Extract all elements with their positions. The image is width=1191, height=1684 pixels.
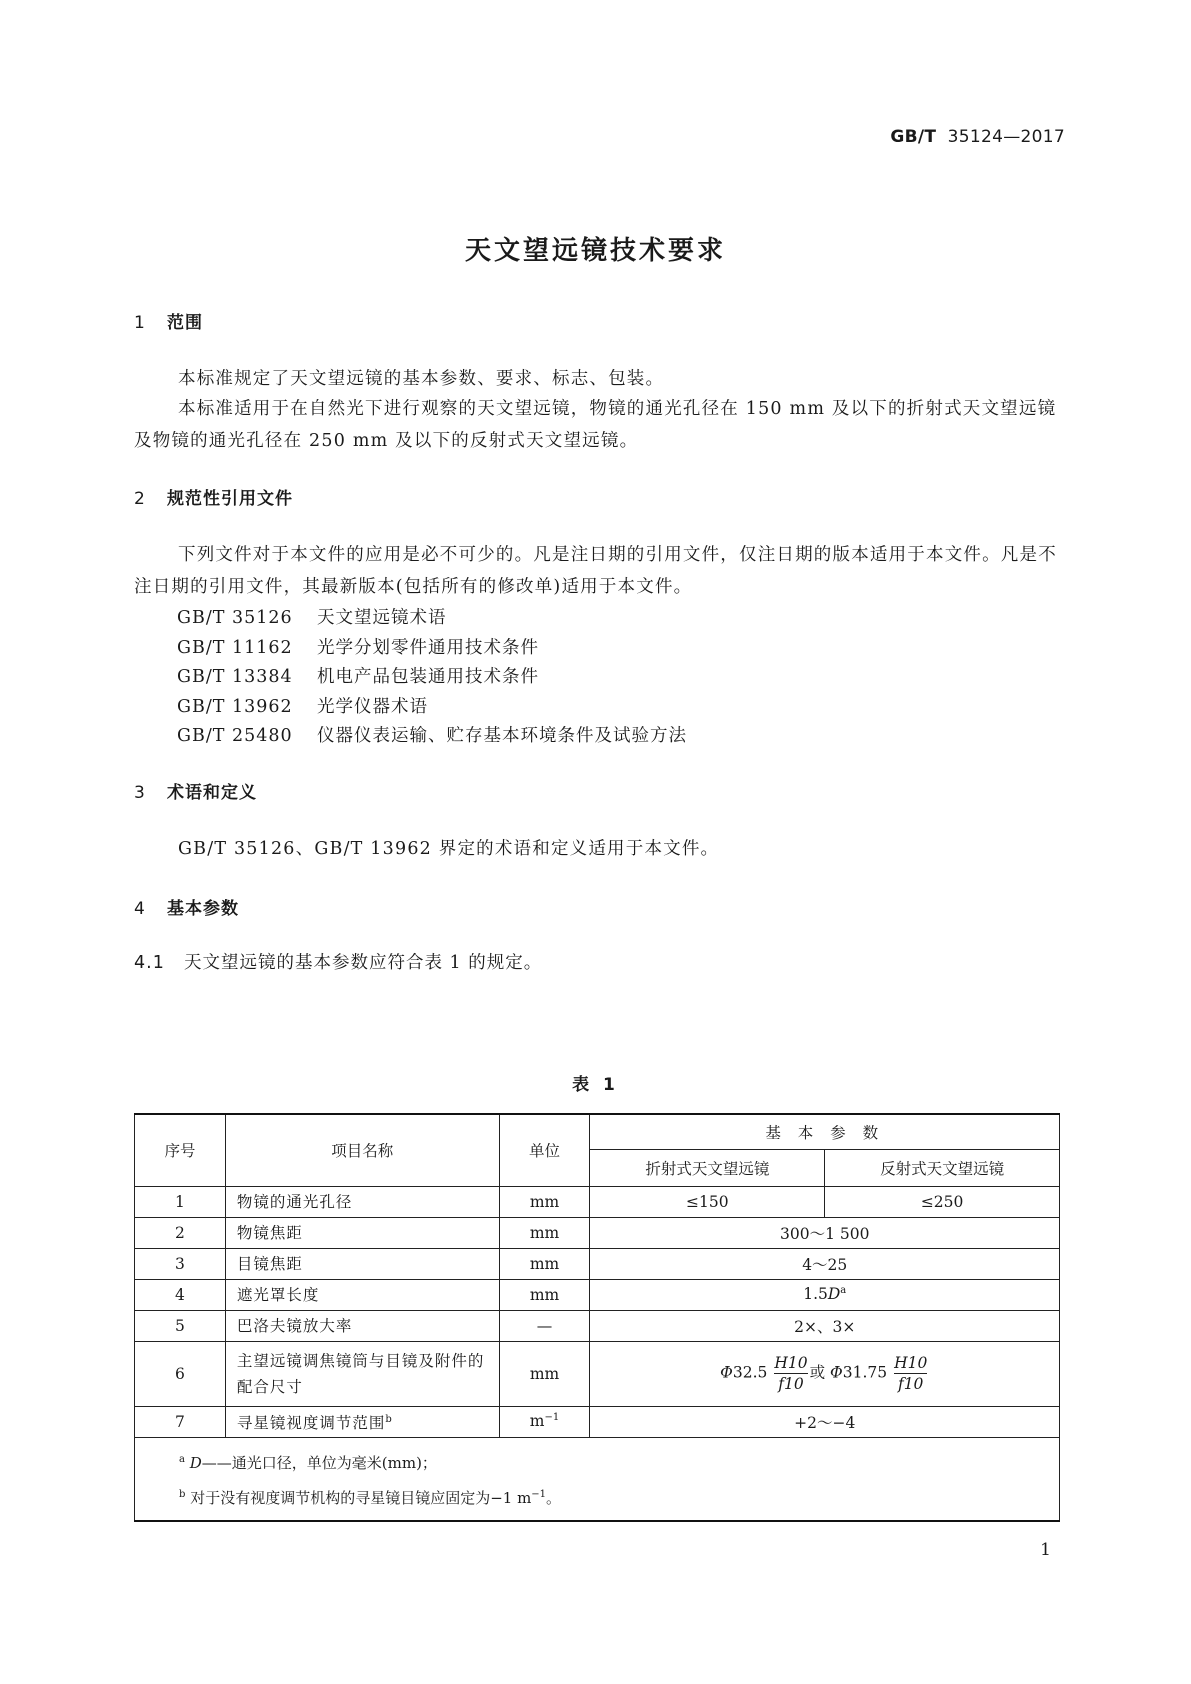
cell-no: 3 (135, 1248, 226, 1279)
cell-no: 4 (135, 1279, 226, 1310)
cell-item: 巴洛夫镜放大率 (225, 1310, 499, 1341)
section-1-paragraph-2: 本标准适用于在自然光下进行观察的天文望远镜，物镜的通光孔径在 150 mm 及以下的折射式天文望远镜及物镜的通光孔径在 250 mm 及以下的反射式天文望远镜。 (134, 399, 1057, 451)
section-1-paragraph-1: 本标准规定了天文望远镜的基本参数、要求、标志、包装。 (178, 369, 665, 389)
cell-value: 4～25 (590, 1248, 1060, 1279)
table-row (135, 1248, 1060, 1279)
header-refractor: 折射式天文望远镜 (590, 1149, 825, 1186)
header-unit: 单位 (499, 1114, 590, 1186)
cell-reflector-value: ≤250 (825, 1186, 1060, 1217)
clause-4-1: 4.1 天文望远镜的基本参数应符合表 1 的规定。 (134, 953, 543, 973)
cell-value: 2×、3× (590, 1310, 1060, 1341)
page-number: 1 (1040, 1540, 1051, 1560)
table-row (135, 1310, 1060, 1341)
table-row (135, 1406, 1060, 1437)
cell-unit: — (499, 1310, 590, 1341)
cell-unit: $m^{-1}$ (499, 1406, 590, 1437)
header-no: 序号 (135, 1114, 226, 1186)
fraction: $\frac{H10}{f10}$ (774, 1354, 808, 1393)
normative-reference: GB/T 13384 机电产品包装通用技术条件 (177, 667, 539, 687)
table-notes (135, 1437, 1060, 1521)
table-row (135, 1217, 1060, 1248)
table-row (135, 1341, 1060, 1406)
header-item: 项目名称 (225, 1114, 499, 1186)
note-a: $^a$ D——通光口径，单位为毫米(mm)； (179, 1453, 437, 1472)
basic-parameters-table (134, 1113, 1060, 1522)
cell-no: 2 (135, 1217, 226, 1248)
table-row (135, 1186, 1060, 1217)
header-reflector: 反射式天文望远镜 (825, 1149, 1060, 1186)
standard-code: GB/T 35124—2017 (890, 127, 1065, 147)
section-3-heading: 3 术语和定义 (134, 783, 257, 803)
cell-unit: mm (499, 1341, 590, 1406)
section-4-heading: 4 基本参数 (134, 899, 239, 919)
cell-no: 5 (135, 1310, 226, 1341)
cell-item: 物镜的通光孔径 (225, 1186, 499, 1217)
normative-reference: GB/T 13962 光学仪器术语 (177, 697, 428, 717)
table-notes-row (135, 1437, 1060, 1521)
header-basic-parameters: 基 本 参 数 (590, 1114, 1060, 1149)
cell-item: 主望远镜调焦镜筒与目镜及附件的配合尺寸 (225, 1341, 499, 1406)
fraction: $\frac{H10}{f10}$ (894, 1354, 928, 1393)
cell-unit: mm (499, 1248, 590, 1279)
table-row (135, 1279, 1060, 1310)
cell-no: 7 (135, 1406, 226, 1437)
cell-item: 遮光罩长度 (225, 1279, 499, 1310)
cell-unit: mm (499, 1279, 590, 1310)
cell-no: 6 (135, 1341, 226, 1406)
normative-reference: GB/T 25480 仪器仪表运输、贮存基本环境条件及试验方法 (177, 726, 687, 746)
cell-refractor-value: ≤150 (590, 1186, 825, 1217)
cell-value: +2～−4 (590, 1406, 1060, 1437)
normative-reference: GB/T 11162 光学分划零件通用技术条件 (177, 638, 539, 658)
table-title: 表 1 (572, 1075, 619, 1095)
cell-value-fit-dimension: Φ32.5 $\frac{H10}{f10}$ 或 Φ31.75 $\frac{H10}{f10}$ (590, 1341, 1060, 1406)
note-b: $^b$ 对于没有视度调节机构的寻星镜目镜应固定为−1 $m^{-1}$。 (179, 1488, 562, 1507)
section-1-heading: 1 范围 (134, 313, 203, 333)
section-2-paragraph-1: 下列文件对于本文件的应用是必不可少的。凡是注日期的引用文件，仅注日期的版本适用于本文件。凡是不注日期的引用文件，其最新版本(包括所有的修改单)适用于本文件。 (134, 545, 1057, 597)
cell-item: 目镜焦距 (225, 1248, 499, 1279)
cell-value: 300～1 500 (590, 1217, 1060, 1248)
normative-reference: GB/T 35126 天文望远镜术语 (177, 608, 447, 628)
cell-no: 1 (135, 1186, 226, 1217)
cell-item: 寻星镜视度调节范围$^b$ (225, 1406, 499, 1437)
section-2-heading: 2 规范性引用文件 (134, 489, 293, 509)
cell-unit: mm (499, 1186, 590, 1217)
cell-value: $1.5D^a$ (590, 1279, 1060, 1310)
section-3-paragraph-1: GB/T 35126、GB/T 13962 界定的术语和定义适用于本文件。 (178, 839, 720, 859)
cell-item: 物镜焦距 (225, 1217, 499, 1248)
cell-unit: mm (499, 1217, 590, 1248)
document-title: 天文望远镜技术要求 (464, 236, 726, 266)
